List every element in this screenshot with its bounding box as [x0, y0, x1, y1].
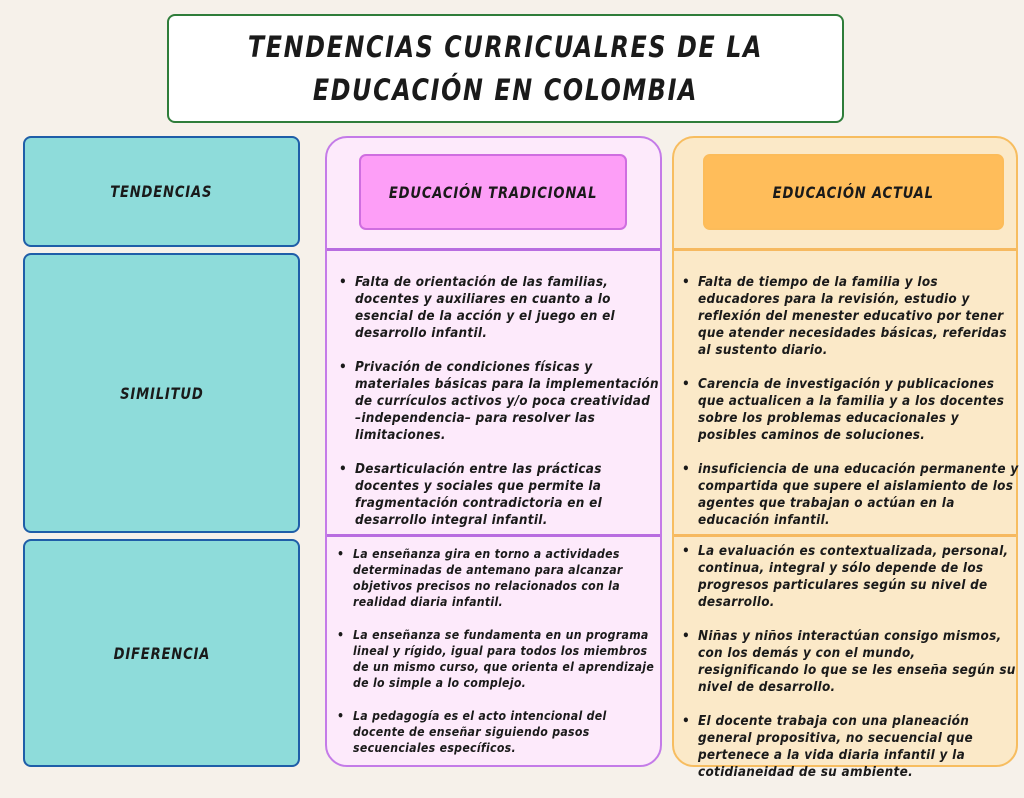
tradicional-diferencia-list [337, 546, 659, 773]
list-item: • Falta de tiempo de la familia y los educadores para la revisión, estudio y reflexión del menester educativo por tener que atender necesidades básicas, referidas al sustento diario. [682, 274, 1020, 359]
column-educacion-tradicional [325, 136, 662, 767]
row-header-tendencias [23, 136, 300, 247]
actual-diferencia-list [682, 543, 1020, 798]
list-item: • El docente trabaja con una planeación general propositiva, no secuencial que pertenece a la vida diaria infantil y la cotidianeidad de su ambiente. [682, 713, 1020, 781]
actual-similitud-list [682, 274, 1020, 546]
title-box [167, 14, 844, 123]
list-item: • La enseñanza se fundamenta en un programa lineal y rígido, igual para todos los miembros de un mismo curso, que orienta el aprendizaje de lo simple a lo complejo. [337, 627, 659, 691]
list-item: • Falta de orientación de las familias, docentes y auxiliares en cuanto a lo esencial de la acción y el juego en el desarrollo infantil. [339, 274, 659, 342]
row-header-similitud [23, 253, 300, 533]
row-header-diferencia [23, 539, 300, 767]
list-item: • La evaluación es contextualizada, personal, continua, integral y sólo depende de los progresos particulares según su nivel de desarrollo. [682, 543, 1020, 611]
divider [327, 248, 660, 251]
tradicional-similitud-list [339, 274, 659, 546]
divider [327, 534, 660, 537]
column-heading-actual [703, 154, 1004, 230]
column-heading-tradicional-label: EDUCACIÓN TRADICIONAL [388, 182, 598, 202]
list-item: • La pedagogía es el acto intencional del docente de enseñar siguiendo pasos secuenciales específicos. [337, 708, 659, 756]
list-item: • Carencia de investigación y publicaciones que actualicen a la familia y a los docentes sobre los problemas educacionales y posibles caminos de soluciones. [682, 376, 1020, 444]
column-heading-actual-label: EDUCACIÓN ACTUAL [772, 182, 935, 202]
column-educacion-actual [672, 136, 1019, 780]
page-title: TENDENCIAS CURRICUALRES DE LA EDUCACIÓN EN COLOMBIA [247, 30, 764, 107]
row-label-tendencias: TENDENCIAS [110, 182, 213, 201]
list-item: • insuficiencia de una educación permanente y compartida que supere el aislamiento de los agentes que trabajan o actúan en la educación infantil. [682, 461, 1020, 529]
list-item: • Privación de condiciones físicas y materiales básicas para la implementación de currículos activos y/o poca creatividad –independencia– para resolver las limitaciones. [339, 359, 659, 444]
divider [674, 248, 1016, 251]
list-item: • La enseñanza gira en torno a actividades determinadas de antemano para alcanzar objetivos precisos no relacionados con la realidad diaria infantil. [337, 546, 659, 610]
list-item: • Niñas y niños interactúan consigo mismos, con los demás y con el mundo, resignificando lo que se les enseña según su nivel de desarrollo. [682, 628, 1020, 696]
list-item: • Desarticulación entre las prácticas docentes y sociales que permite la fragmentación contradictoria en el desarrollo integral infantil. [339, 461, 659, 529]
column-heading-tradicional [359, 154, 627, 230]
divider [674, 534, 1016, 537]
row-label-diferencia: DIFERENCIA [113, 643, 210, 663]
row-label-similitud: SIMILITUD [119, 383, 204, 403]
